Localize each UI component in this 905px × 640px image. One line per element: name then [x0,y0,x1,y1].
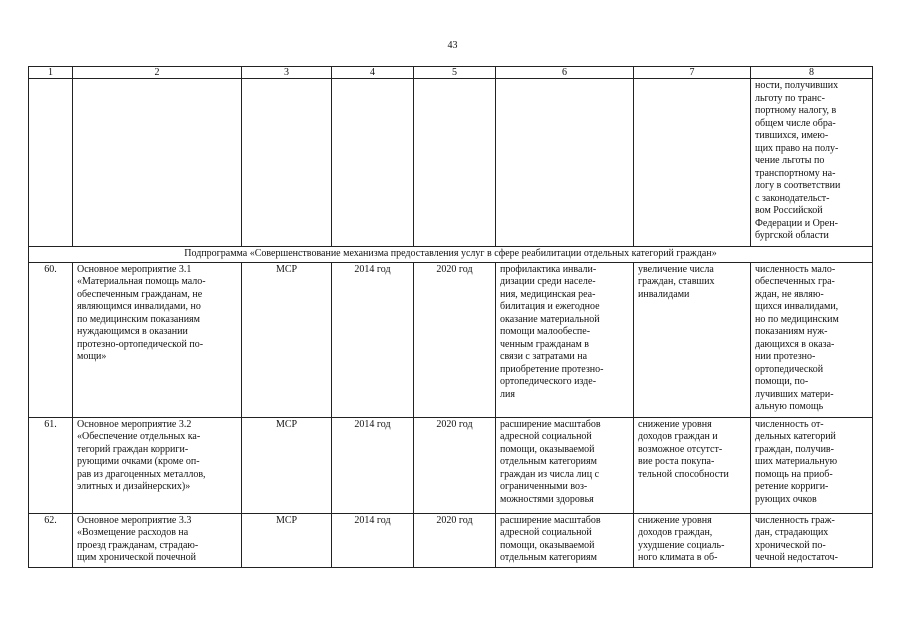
column-number: 6 [496,67,634,79]
end-year: 2020 год [414,513,496,567]
subprogram-title: Подпрограмма «Совершенствование механизма предоставления услуг в сфере реабилитации отдельных категорий граждан» [29,247,873,263]
table-row [29,262,873,417]
executor: МСР [242,417,332,513]
consequence: увеличение числа граждан, ставших инвалидами [634,262,751,417]
empty-cell [496,79,634,247]
column-number: 4 [332,67,414,79]
column-number: 7 [634,67,751,79]
empty-cell [332,79,414,247]
row-number: 61. [29,417,73,513]
column-number: 2 [73,67,242,79]
start-year: 2014 год [332,417,414,513]
table-row [29,513,873,567]
end-year: 2020 год [414,417,496,513]
executor: МСР [242,513,332,567]
column-number: 1 [29,67,73,79]
end-year: 2020 год [414,262,496,417]
indicator: численность граж- дан, страдающих хронической по- чечной недостаточ- [751,513,873,567]
measures-table [28,66,873,568]
start-year: 2014 год [332,262,414,417]
column-number: 5 [414,67,496,79]
expected-result: профилактика инвали- дизации среди населе- ния, медицинская реа- билитация и ежегодное оказание материальной помощи малообеспе- ченным гражданам в связи с затратами на приобретение протезно- ортопедического изде- лия [496,262,634,417]
expected-result: расширение масштабов адресной социальной помощи, оказываемой отдельным категориям граждан из числа лиц с ограниченными воз- можностями здоровья [496,417,634,513]
column-number-row [29,67,873,79]
consequence: снижение уровня доходов граждан, ухудшение социаль- ного климата в об- [634,513,751,567]
executor: МСР [242,262,332,417]
column-number: 8 [751,67,873,79]
empty-cell [73,79,242,247]
table-row [29,417,873,513]
subprogram-row [29,247,873,263]
measure-name: Основное мероприятие 3.2 «Обеспечение отдельных ка- тегорий граждан корриги- рующими очками (кроме оп- рав из драгоценных металлов, элитных и дизайнерских)» [73,417,242,513]
consequence: снижение уровня доходов граждан и возможное отсутст- вие роста покупа- тельной способности [634,417,751,513]
start-year: 2014 год [332,513,414,567]
measure-name: Основное мероприятие 3.1 «Материальная помощь мало- обеспеченным гражданам, не являющимся инвалидами, но по медицинским показаниям нуждающимся в оказании протезно-ортопедической по- мощи» [73,262,242,417]
continuation-row [29,79,873,247]
empty-cell [29,79,73,247]
indicator-continuation: ности, получивших льготу по транс- портному налогу, в общем числе обра- тившихся, имею- щих право на полу- чение льготы по транспортному на- логу в соответствии с законодательст- вом Российской Федерации и Орен- бургской области [751,79,873,247]
measure-name: Основное мероприятие 3.3 «Возмещение расходов на проезд гражданам, страдаю- щим хронической почечной [73,513,242,567]
row-number: 62. [29,513,73,567]
indicator: численность мало- обеспеченных гра- ждан, не являю- щихся инвалидами, но по медицинским показаниям нуж- дающихся в оказа- нии протезно- ортопедической помощи, по- лучивших матери- альную помощь [751,262,873,417]
indicator: численность от- дельных категорий граждан, получив- ших материальную помощь на приоб- ретение корриги- рующих очков [751,417,873,513]
expected-result: расширение масштабов адресной социальной помощи, оказываемой отдельным категориям [496,513,634,567]
row-number: 60. [29,262,73,417]
page-number: 43 [447,40,458,51]
empty-cell [242,79,332,247]
empty-cell [414,79,496,247]
empty-cell [634,79,751,247]
column-number: 3 [242,67,332,79]
